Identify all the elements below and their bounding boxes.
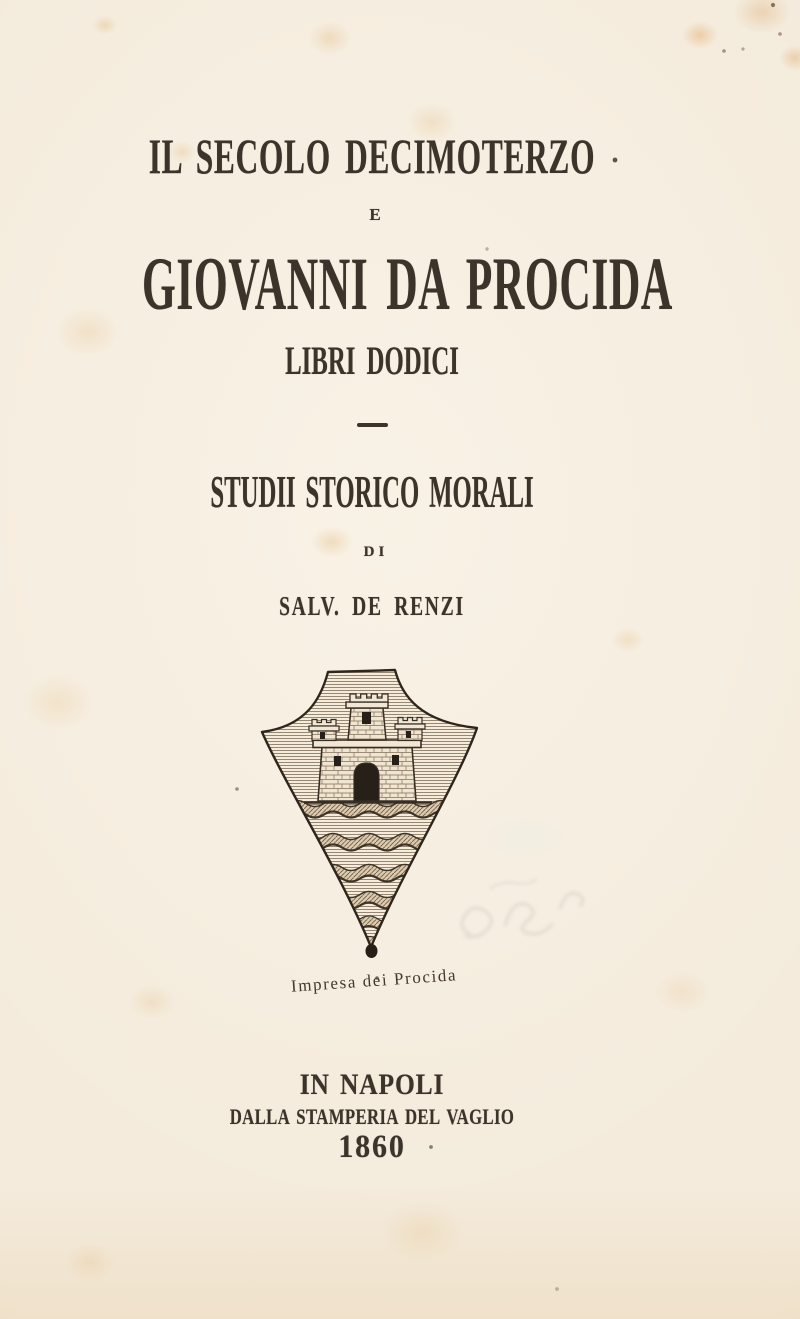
imprint-city: IN NAPOLI — [299, 1068, 445, 1101]
author-name: SALV. DE RENZI — [279, 591, 465, 621]
subtitle-libri-dodici: LIBRI DODICI — [285, 338, 459, 383]
imprint-year: 1860 — [338, 1129, 406, 1165]
shield-tip-knob — [366, 944, 378, 958]
page-title-line1: IL SECOLO DECIMOTERZO — [148, 128, 596, 184]
ink-showthrough — [448, 862, 606, 970]
conjunction-e: E — [369, 205, 381, 224]
imprint-publisher: DALLA STAMPERIA DEL VAGLIO — [229, 1104, 515, 1129]
ink-specks — [0, 0, 2, 2]
series-title: STUDII STORICO MORALI — [210, 467, 534, 517]
separator-rule — [357, 423, 388, 427]
emblem-caption: Impresa dei Procida — [290, 965, 458, 996]
page-title-line2: GIOVANNI DA PROCIDA — [142, 243, 673, 326]
byline-label: DI — [363, 544, 389, 560]
